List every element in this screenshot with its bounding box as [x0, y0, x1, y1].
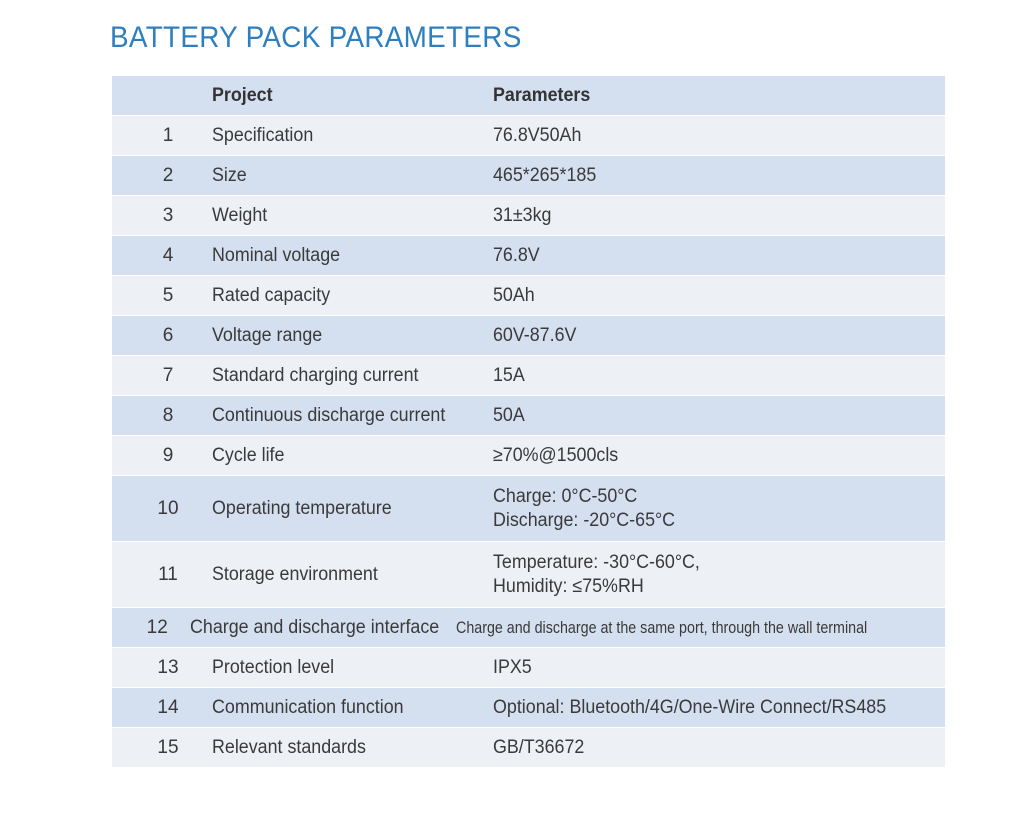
- table-row: [112, 728, 945, 768]
- parameter-line: 76.8V50Ah: [493, 124, 582, 146]
- row-number: 7: [162, 364, 174, 386]
- parameter-line: Charge: 0°C-50°C: [493, 485, 638, 507]
- table-row: [112, 396, 945, 436]
- parameter-line: Discharge: -20°C-65°C: [493, 509, 676, 531]
- row-number: 9: [162, 444, 174, 466]
- row-project: Weight: [212, 204, 268, 226]
- row-project: Rated capacity: [212, 284, 331, 306]
- row-number: 4: [162, 244, 174, 266]
- row-parameters: [493, 204, 918, 228]
- row-project: Protection level: [212, 656, 335, 678]
- row-project: Relevant standards: [212, 736, 366, 758]
- row-parameters: [493, 324, 918, 348]
- parameter-line: 50Ah: [493, 284, 535, 306]
- row-parameters: [493, 364, 918, 388]
- row-project: Cycle life: [212, 444, 285, 466]
- row-project: Standard charging current: [212, 364, 419, 386]
- table-row: [112, 196, 945, 236]
- row-project: Storage environment: [212, 563, 378, 585]
- table-row: [112, 356, 945, 396]
- row-parameters: [493, 736, 918, 760]
- table-row: [112, 688, 945, 728]
- row-parameters: [493, 284, 918, 308]
- table-row: [112, 276, 945, 316]
- table-body: [112, 116, 945, 768]
- table-row: [112, 648, 945, 688]
- row-parameters: [493, 164, 918, 188]
- row-number: 14: [157, 696, 179, 718]
- page-title: BATTERY PACK PARAMETERS: [110, 21, 522, 54]
- parameter-line: GB/T36672: [493, 736, 585, 758]
- parameter-line: 76.8V: [493, 244, 540, 266]
- table-row: [112, 436, 945, 476]
- row-parameters: [456, 616, 867, 640]
- row-parameters: [493, 404, 918, 428]
- table-row: [112, 476, 945, 542]
- parameter-line: Temperature: -30°C-60°C,: [493, 551, 700, 573]
- row-number: 2: [162, 164, 174, 186]
- row-number: 10: [157, 497, 179, 519]
- row-parameters: [493, 244, 918, 268]
- row-number: 12: [146, 616, 168, 638]
- table-row: [112, 116, 945, 156]
- table-header-row: [112, 76, 945, 116]
- parameter-line: Humidity: ≤75%RH: [493, 575, 644, 597]
- row-project: Voltage range: [212, 324, 323, 346]
- row-project: Continuous discharge current: [212, 404, 446, 426]
- row-project: Operating temperature: [212, 497, 392, 519]
- parameter-line: 15A: [493, 364, 525, 386]
- row-parameters: [493, 485, 918, 533]
- parameter-line: Charge and discharge at the same port, through the wall terminal: [455, 617, 867, 637]
- row-number: 1: [162, 124, 174, 146]
- row-parameters: [493, 444, 918, 468]
- row-number: 11: [158, 563, 178, 585]
- row-number: 13: [157, 656, 179, 678]
- parameter-line: 31±3kg: [493, 204, 552, 226]
- row-project: Size: [212, 164, 247, 186]
- row-project: Nominal voltage: [212, 244, 341, 266]
- row-parameters: [493, 124, 918, 148]
- row-parameters: [493, 656, 918, 680]
- row-number: 3: [162, 204, 174, 226]
- parameter-line: 50A: [493, 404, 525, 426]
- table-row: [112, 542, 945, 608]
- row-number: 8: [162, 404, 174, 426]
- parameter-line: 60V-87.6V: [493, 324, 577, 346]
- parameter-line: ≥70%@1500cls: [493, 444, 619, 466]
- table-row: [112, 156, 945, 196]
- header-project: Project: [212, 84, 273, 106]
- parameters-table: [112, 76, 945, 768]
- table-row: [112, 236, 945, 276]
- parameter-line: Optional: Bluetooth/4G/One-Wire Connect/RS485: [493, 696, 887, 718]
- header-parameters: Parameters: [493, 84, 591, 106]
- row-number: 15: [157, 736, 179, 758]
- row-number: 5: [162, 284, 174, 306]
- parameter-line: 465*265*185: [493, 164, 597, 186]
- row-project: Specification: [212, 124, 314, 146]
- table-row: [112, 608, 945, 648]
- row-parameters: [493, 551, 918, 599]
- table-row: [112, 316, 945, 356]
- parameter-line: IPX5: [493, 656, 532, 678]
- row-project: Charge and discharge interface: [190, 616, 440, 638]
- row-number: 6: [162, 324, 174, 346]
- row-parameters: [493, 696, 918, 720]
- row-project: Communication function: [212, 696, 404, 718]
